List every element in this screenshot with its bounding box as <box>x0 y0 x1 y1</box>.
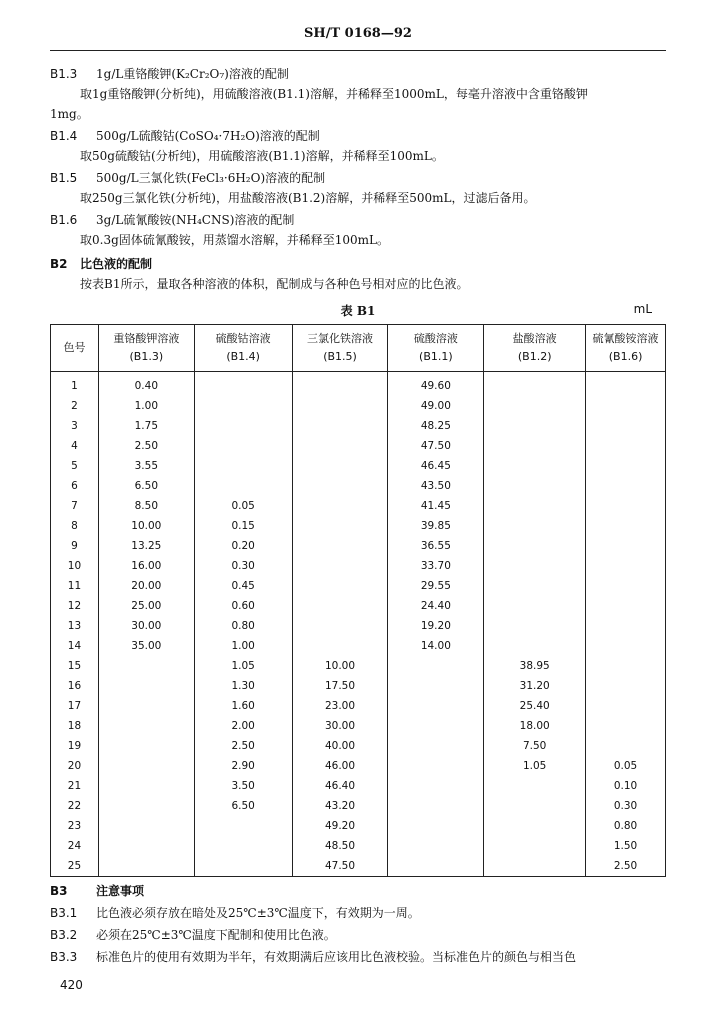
table-cell <box>586 536 666 556</box>
table-cell <box>98 656 194 676</box>
table-cell <box>194 372 292 397</box>
table-cell <box>388 796 484 816</box>
table-row <box>51 636 666 656</box>
table-cell: 43.50 <box>388 476 484 496</box>
table-cell <box>484 576 586 596</box>
page-number: 420 <box>60 978 83 992</box>
table-row <box>51 496 666 516</box>
table-cell: 24.40 <box>388 596 484 616</box>
table-cell: 6.50 <box>98 476 194 496</box>
table-cell: 10.00 <box>292 656 388 676</box>
table-cell <box>194 396 292 416</box>
table-cell <box>388 676 484 696</box>
table-row <box>51 756 666 776</box>
table-cell <box>98 836 194 856</box>
table-cell: 36.55 <box>388 536 484 556</box>
table-cell <box>484 856 586 877</box>
table-body <box>51 372 666 877</box>
table-cell: 0.20 <box>194 536 292 556</box>
header-cobalt-sulfate: 硫酸钴溶液 (B1.4) <box>194 325 292 372</box>
table-cell: 0.10 <box>586 776 666 796</box>
table-cell <box>586 676 666 696</box>
table-cell: 1.05 <box>194 656 292 676</box>
table-cell: 47.50 <box>292 856 388 877</box>
table-cell <box>586 576 666 596</box>
table-cell: 13 <box>51 616 99 636</box>
table-row <box>51 656 666 676</box>
section-body: 取0.3g固体硫氰酸铵，用蒸馏水溶解，并稀释至100mL。 <box>80 233 390 247</box>
table-cell <box>484 796 586 816</box>
note-text: 必须在25℃±3℃温度下配制和使用比色液。 <box>96 928 336 942</box>
table-row <box>51 616 666 636</box>
table-cell: 6.50 <box>194 796 292 816</box>
table-row <box>51 436 666 456</box>
table-cell <box>98 756 194 776</box>
table-cell <box>292 616 388 636</box>
table-cell: 40.00 <box>292 736 388 756</box>
table-cell: 7 <box>51 496 99 516</box>
table-cell <box>292 536 388 556</box>
table-cell: 0.80 <box>586 816 666 836</box>
table-cell: 0.60 <box>194 596 292 616</box>
table-cell <box>586 516 666 536</box>
header-ferric-chloride: 三氯化铁溶液 (B1.5) <box>292 325 388 372</box>
table-cell <box>194 416 292 436</box>
header-hydrochloric-acid: 盐酸溶液 (B1.2) <box>484 325 586 372</box>
table-cell: 1 <box>51 372 99 397</box>
table-cell: 0.80 <box>194 616 292 636</box>
table-cell: 19.20 <box>388 616 484 636</box>
table-cell <box>484 776 586 796</box>
section-number: B1.6 <box>50 213 78 227</box>
table-cell: 41.45 <box>388 496 484 516</box>
table-cell: 20.00 <box>98 576 194 596</box>
table-cell <box>484 536 586 556</box>
table-row <box>51 396 666 416</box>
table-cell: 1.75 <box>98 416 194 436</box>
table-cell <box>388 696 484 716</box>
table-cell: 25.00 <box>98 596 194 616</box>
table-row <box>51 596 666 616</box>
table-cell <box>586 416 666 436</box>
table-cell: 2.00 <box>194 716 292 736</box>
table-cell: 1.60 <box>194 696 292 716</box>
note-number: B3.3 <box>50 950 78 964</box>
table-cell: 18.00 <box>484 716 586 736</box>
table-row <box>51 856 666 877</box>
table-cell: 2.50 <box>586 856 666 877</box>
note-text: 标准色片的使用有效期为半年，有效期满后应该用比色液校验。当标准色片的颜色与相当色 <box>96 950 577 964</box>
section-body-continued: 1mg。 <box>50 107 89 121</box>
table-cell <box>292 416 388 436</box>
table-cell <box>484 556 586 576</box>
table-cell <box>586 396 666 416</box>
table-cell <box>292 576 388 596</box>
table-cell: 1.00 <box>194 636 292 656</box>
table-cell <box>292 396 388 416</box>
section-number: B2 <box>50 257 68 271</box>
section-body: 取1g重铬酸钾(分析纯)，用硫酸溶液(B1.1)溶解，并稀释至1000mL，每毫升溶液中含重铬酸钾 <box>80 87 588 101</box>
table-cell <box>388 716 484 736</box>
section-b1-3 <box>50 64 666 124</box>
table-cell <box>194 836 292 856</box>
table-cell <box>292 516 388 536</box>
note-text: 比色液必须存放在暗处及25℃±3℃温度下，有效期为一周。 <box>96 906 420 920</box>
table-cell: 38.95 <box>484 656 586 676</box>
section-heading: 1g/L重铬酸钾(K₂Cr₂O₇)溶液的配制 <box>96 67 289 81</box>
table-cell: 14.00 <box>388 636 484 656</box>
header-sulfuric-acid: 硫酸溶液 (B1.1) <box>388 325 484 372</box>
table-cell: 48.50 <box>292 836 388 856</box>
table-row <box>51 372 666 397</box>
table-cell: 39.85 <box>388 516 484 536</box>
table-cell <box>586 716 666 736</box>
table-cell: 46.45 <box>388 456 484 476</box>
table-cell <box>194 816 292 836</box>
table-cell <box>586 616 666 636</box>
table-cell: 9 <box>51 536 99 556</box>
table-cell <box>388 656 484 676</box>
table-cell <box>484 636 586 656</box>
table-cell: 2 <box>51 396 99 416</box>
table-cell <box>484 516 586 536</box>
table-cell <box>388 856 484 877</box>
table-cell: 10 <box>51 556 99 576</box>
table-cell: 0.45 <box>194 576 292 596</box>
table-row <box>51 576 666 596</box>
header-potassium-dichromate: 重铬酸钾溶液 (B1.3) <box>98 325 194 372</box>
table-cell <box>98 796 194 816</box>
table-cell <box>586 436 666 456</box>
table-cell <box>98 856 194 877</box>
section-number: B1.3 <box>50 67 78 81</box>
table-cell: 16 <box>51 676 99 696</box>
table-cell: 47.50 <box>388 436 484 456</box>
table-cell <box>586 696 666 716</box>
table-cell: 8.50 <box>98 496 194 516</box>
table-cell <box>586 596 666 616</box>
table-cell: 30.00 <box>98 616 194 636</box>
header-rule <box>50 50 666 51</box>
section-b1-5 <box>50 168 666 208</box>
table-cell: 0.05 <box>194 496 292 516</box>
table-cell: 1.50 <box>586 836 666 856</box>
table-cell: 43.20 <box>292 796 388 816</box>
table-cell: 17 <box>51 696 99 716</box>
table-cell: 0.30 <box>586 796 666 816</box>
notes-section <box>50 880 666 968</box>
table-cell: 4 <box>51 436 99 456</box>
table-cell: 1.00 <box>98 396 194 416</box>
note-number: B3.2 <box>50 928 78 942</box>
table-cell: 35.00 <box>98 636 194 656</box>
table-row <box>51 776 666 796</box>
table-row <box>51 696 666 716</box>
table-cell: 0.40 <box>98 372 194 397</box>
notes-number: B3 <box>50 884 68 898</box>
section-b1-4 <box>50 126 666 166</box>
header-color-number: 色号 <box>51 325 99 372</box>
table-cell: 25 <box>51 856 99 877</box>
table-cell <box>484 476 586 496</box>
color-solution-table <box>50 324 666 877</box>
table-cell <box>292 556 388 576</box>
section-heading: 比色液的配制 <box>80 257 153 271</box>
table-row <box>51 816 666 836</box>
table-cell <box>586 556 666 576</box>
table-cell: 3.50 <box>194 776 292 796</box>
table-cell <box>292 476 388 496</box>
table-cell: 22 <box>51 796 99 816</box>
section-body: 取50g硫酸钴(分析纯)，用硫酸溶液(B1.1)溶解，并稀释至100mL。 <box>80 149 444 163</box>
table-cell: 0.30 <box>194 556 292 576</box>
table-cell <box>98 816 194 836</box>
table-cell: 13.25 <box>98 536 194 556</box>
table-cell <box>484 836 586 856</box>
table-cell <box>586 636 666 656</box>
table-row <box>51 736 666 756</box>
table-cell <box>484 456 586 476</box>
table-cell: 0.15 <box>194 516 292 536</box>
table-cell: 25.40 <box>484 696 586 716</box>
table-row <box>51 556 666 576</box>
table-cell: 23.00 <box>292 696 388 716</box>
table-cell: 15 <box>51 656 99 676</box>
table-row <box>51 796 666 816</box>
table-cell: 19 <box>51 736 99 756</box>
section-heading: 500g/L三氯化铁(FeCl₃·6H₂O)溶液的配制 <box>96 171 326 185</box>
table-cell <box>586 372 666 397</box>
table-cell: 49.20 <box>292 816 388 836</box>
table-cell <box>292 636 388 656</box>
table-row <box>51 476 666 496</box>
table-cell: 0.05 <box>586 756 666 776</box>
table-cell <box>292 596 388 616</box>
table-cell <box>388 756 484 776</box>
table-cell <box>586 456 666 476</box>
table-cell: 46.00 <box>292 756 388 776</box>
table-cell: 29.55 <box>388 576 484 596</box>
note-number: B3.1 <box>50 906 78 920</box>
table-cell: 11 <box>51 576 99 596</box>
table-cell: 23 <box>51 816 99 836</box>
section-number: B1.4 <box>50 129 78 143</box>
table-cell: 2.90 <box>194 756 292 776</box>
page-header: SH/T 0168—92 <box>304 26 412 41</box>
table-cell <box>98 736 194 756</box>
table-cell: 31.20 <box>484 676 586 696</box>
table-cell: 14 <box>51 636 99 656</box>
table-cell: 3 <box>51 416 99 436</box>
notes-heading: 注意事项 <box>96 884 145 898</box>
section-b2 <box>50 254 666 294</box>
table-row <box>51 836 666 856</box>
table-cell <box>484 436 586 456</box>
table-cell: 16.00 <box>98 556 194 576</box>
table-cell: 30.00 <box>292 716 388 736</box>
table-row <box>51 456 666 476</box>
table-header-row <box>51 325 666 372</box>
table-unit: mL <box>633 302 652 316</box>
table-cell <box>292 372 388 397</box>
section-b1-6 <box>50 210 666 250</box>
table-cell: 2.50 <box>194 736 292 756</box>
table-cell <box>98 696 194 716</box>
table-cell: 24 <box>51 836 99 856</box>
table-cell <box>484 816 586 836</box>
section-body: 按表B1所示，量取各种溶液的体积，配制成与各种色号相对应的比色液。 <box>80 277 469 291</box>
table-cell: 17.50 <box>292 676 388 696</box>
section-body: 取250g三氯化铁(分析纯)，用盐酸溶液(B1.2)溶解，并稀释至500mL，过滤后备用。 <box>80 191 536 205</box>
table-cell: 49.60 <box>388 372 484 397</box>
table-cell: 12 <box>51 596 99 616</box>
table-row <box>51 516 666 536</box>
table-cell: 18 <box>51 716 99 736</box>
table-cell <box>484 396 586 416</box>
table-cell <box>484 616 586 636</box>
table-cell <box>388 836 484 856</box>
table-cell <box>388 776 484 796</box>
table-cell: 20 <box>51 756 99 776</box>
table-cell: 8 <box>51 516 99 536</box>
table-cell: 21 <box>51 776 99 796</box>
table-cell <box>484 372 586 397</box>
table-cell <box>484 416 586 436</box>
table-row <box>51 716 666 736</box>
table-cell: 1.30 <box>194 676 292 696</box>
table-cell: 49.00 <box>388 396 484 416</box>
table-cell <box>388 816 484 836</box>
header-ammonium-thiocyanate: 硫氰酸铵溶液 (B1.6) <box>586 325 666 372</box>
table-caption <box>50 302 666 322</box>
table-cell <box>194 856 292 877</box>
table-cell <box>292 496 388 516</box>
table-cell <box>484 596 586 616</box>
table-cell <box>292 436 388 456</box>
table-row <box>51 416 666 436</box>
table-cell <box>586 736 666 756</box>
table-title: 表 B1 <box>340 304 376 318</box>
table-cell: 10.00 <box>98 516 194 536</box>
table-cell <box>194 436 292 456</box>
table-row <box>51 536 666 556</box>
section-heading: 500g/L硫酸钴(CoSO₄·7H₂O)溶液的配制 <box>96 129 320 143</box>
table-cell: 6 <box>51 476 99 496</box>
table-cell <box>586 656 666 676</box>
table-cell: 3.55 <box>98 456 194 476</box>
table-cell <box>194 476 292 496</box>
table-cell <box>388 736 484 756</box>
table-cell <box>98 716 194 736</box>
table-cell: 7.50 <box>484 736 586 756</box>
table-cell: 48.25 <box>388 416 484 436</box>
table-cell: 2.50 <box>98 436 194 456</box>
section-number: B1.5 <box>50 171 78 185</box>
table-cell <box>586 496 666 516</box>
table-cell <box>98 676 194 696</box>
table-cell <box>484 496 586 516</box>
table-cell <box>194 456 292 476</box>
table-cell <box>586 476 666 496</box>
table-cell: 5 <box>51 456 99 476</box>
section-heading: 3g/L硫氰酸铵(NH₄CNS)溶液的配制 <box>96 213 295 227</box>
table-row <box>51 676 666 696</box>
table-cell <box>98 776 194 796</box>
table-cell: 46.40 <box>292 776 388 796</box>
table-cell: 33.70 <box>388 556 484 576</box>
table-cell: 1.05 <box>484 756 586 776</box>
table-cell <box>292 456 388 476</box>
